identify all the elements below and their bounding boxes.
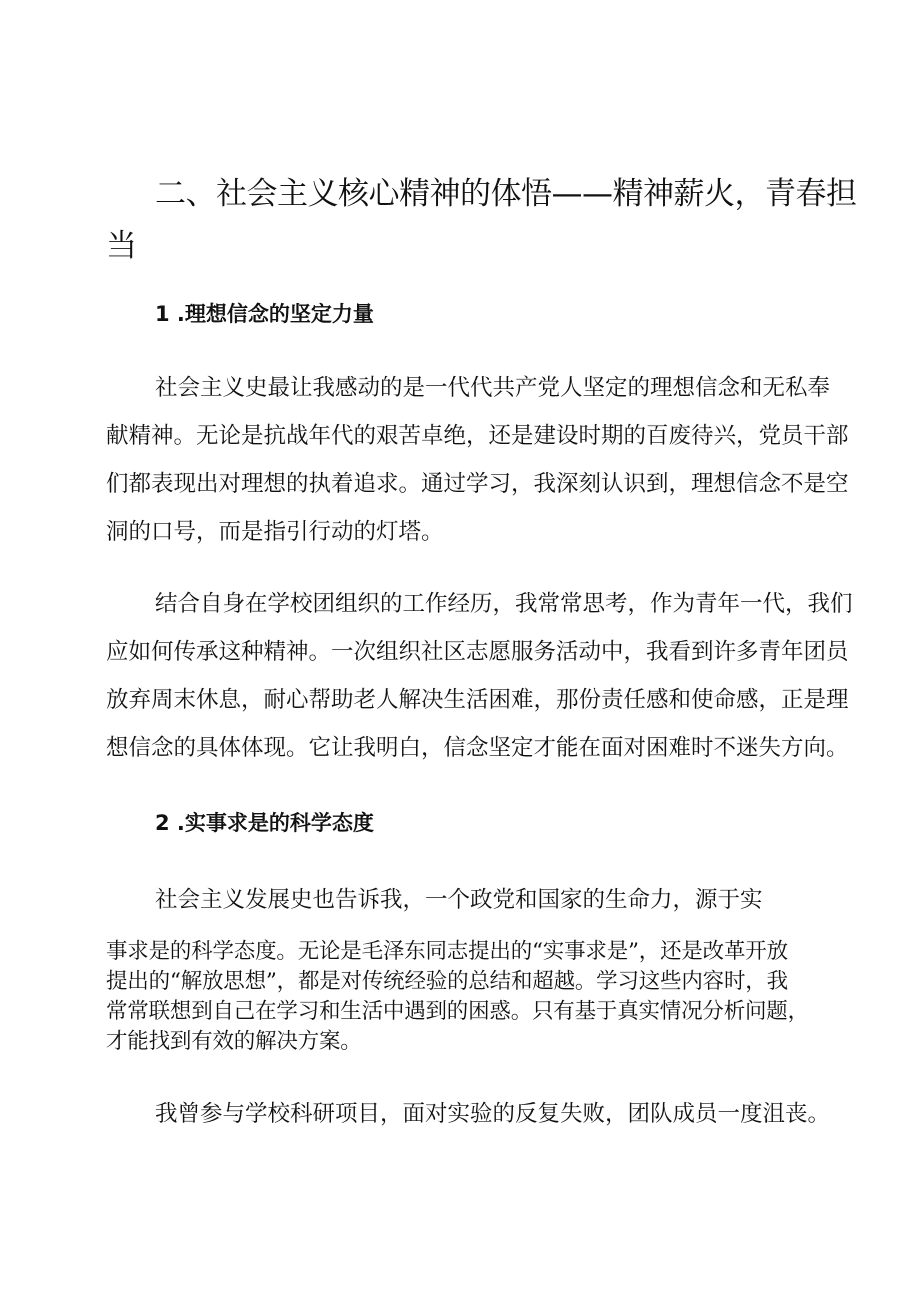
subsection-1-heading: 1 .理想信念的坚定力量 (155, 302, 374, 326)
s2-p2-line-1: 我曾参与学校科研项目，面对实验的反复失败，团队成员一度沮丧。 (155, 1101, 831, 1127)
s1-p1-line-4: 洞的口号，而是指引行动的灯塔。 (106, 519, 444, 545)
section-title-line-1: 二、社会主义核心精神的体悟——精神薪火，青春担 (155, 176, 857, 212)
s1-p2-line-4: 想信念的具体体现。它让我明白，信念坚定才能在面对困难时不迷失方向。 (106, 735, 849, 761)
s2-p1-line-3: 提出的“解放思想”，都是对传统经验的总结和超越。学习这些内容时，我 (106, 969, 788, 994)
s2-p1-line-2: 事求是的科学态度。无论是毛泽东同志提出的“实事求是”，还是改革开放 (106, 939, 788, 964)
subsection-2-heading: 2 .实事求是的科学态度 (155, 811, 374, 835)
s1-p2-line-3: 放弃周末休息，耐心帮助老人解决生活困难，那份责任感和使命感，正是理 (106, 687, 849, 713)
s1-p1-line-2: 献精神。无论是抗战年代的艰苦卓绝，还是建设时期的百废待兴，党员干部 (106, 423, 849, 449)
s1-p1-line-3: 们都表现出对理想的执着追求。通过学习，我深刻认识到，理想信念不是空 (106, 471, 849, 497)
s1-p1-line-1: 社会主义史最让我感动的是一代代共产党人坚定的理想信念和无私奉 (155, 375, 831, 401)
s2-p1-line-1: 社会主义发展史也告诉我，一个政党和国家的生命力，源于实 (155, 887, 763, 913)
s2-p1-line-4: 常常联想到自己在学习和生活中遇到的困惑。只有基于真实情况分析问题， (106, 999, 809, 1024)
s1-p2-line-1: 结合自身在学校团组织的工作经历，我常常思考，作为青年一代，我们 (155, 591, 853, 617)
section-title-line-2: 当 (106, 228, 137, 264)
s1-p2-line-2: 应如何传承这种精神。一次组织社区志愿服务活动中，我看到许多青年团员 (106, 639, 849, 665)
s2-p1-line-5: 才能找到有效的解决方案。 (106, 1029, 362, 1054)
